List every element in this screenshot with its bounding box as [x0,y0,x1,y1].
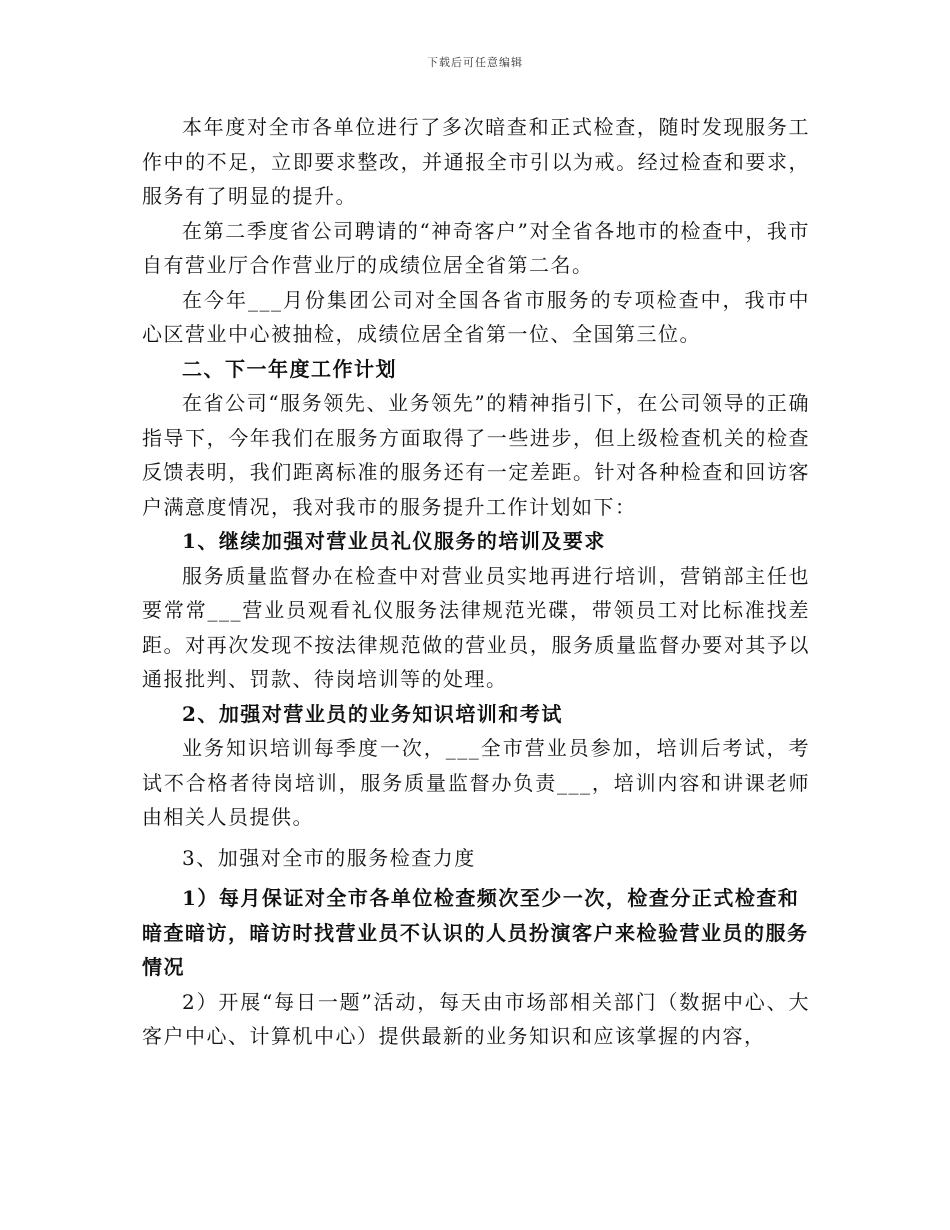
paragraph-plan-intro: 在省公司“服务领先、业务领先”的精神指引下，在公司领导的正确指导下，今年我们在服务方面取得了一些进步，但上级检查机关的检查反馈表明，我们距离标准的服务还有一定差距。针对各种检查和回访客户满意度情况，我对我市的服务提升工作计划如下： [142,391,810,519]
paragraph-knowledge-training: 业务知识培训每季度一次，___全市营业员参加，培训后考试，考试不合格者待岗培训，服务质量监督办负责___，培训内容和讲课老师由相关人员提供。 [142,736,810,829]
page-header-note: 下载后可任意编辑 [427,56,523,69]
paragraph-group-inspection: 在今年___月份集团公司对全国各省市服务的专项检查中，我市中心区营业中心被抽检，成绩位居全省第一位、全国第三位。 [142,287,810,346]
subheading-knowledge-training: 2、加强对营业员的业务知识培训和考试 [182,701,563,726]
subheading-etiquette-training: 1、继续加强对营业员礼仪服务的培训及要求 [182,529,606,553]
paragraph-mystery-customer: 在第二季度省公司聘请的“神奇客户”对全省各地市的检查中，我市自有营业厅合作营业厅的成绩位居全省第二名。 [142,218,810,277]
paragraph-inspection-summary: 本年度对全市各单位进行了多次暗查和正式检查，随时发现服务工作中的不足，立即要求整改，并通报全市引以为戒。经过检查和要求，服务有了明显的提升。 [142,115,810,208]
paragraph-daily-question: 2）开展“每日一题”活动，每天由市场部相关部门（数据中心、大客户中心、计算机中心）提供最新的业务知识和应该掌握的内容， [142,989,810,1048]
section-heading-next-year-plan: 二、下一年度工作计划 [182,356,397,381]
document-body [142,110,810,1054]
paragraph-monthly-inspection: 1）每月保证对全市各单位检查频次至少一次，检查分正式检查和暗查暗访，暗访时找营业员不认识的人员扮演客户来检验营业员的服务情况 [142,886,809,979]
subheading-inspection-strength: 3、加强对全市的服务检查力度 [182,845,476,870]
paragraph-etiquette-training: 服务质量监督办在检查中对营业员实地再进行培训，营销部主任也要常常___营业员观看礼仪服务法律规范光碟，带领员工对比标准找差距。对再次发现不按法律规范做的营业员，服务质量监督办要对其予以通报批判、罚款、待岗培训等的处理。 [142,563,810,691]
